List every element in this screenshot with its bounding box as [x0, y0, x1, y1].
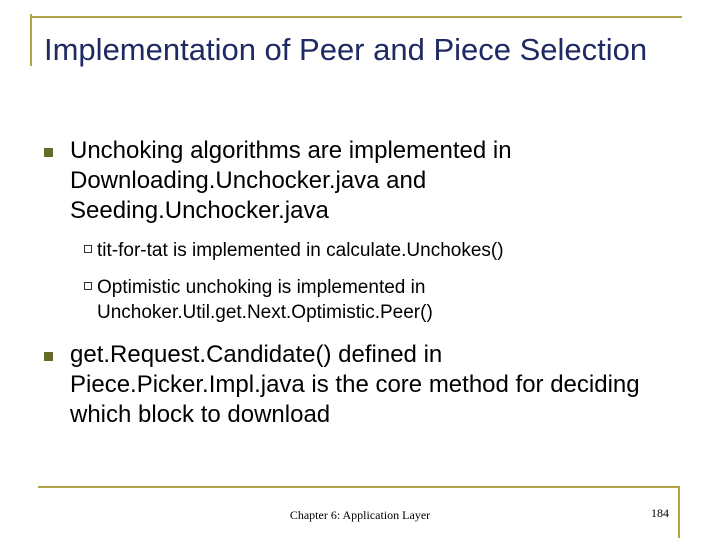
- bullet-text: Unchoking algorithms are implemented in Downloading.Unchocker.java and Seeding.Unchocker.java: [70, 137, 512, 224]
- sub-bullet-text: tit-for-tat is implemented in calculate.Unchokes(): [97, 240, 504, 261]
- square-bullet-icon: [44, 352, 53, 361]
- square-bullet-icon: [44, 148, 53, 157]
- slide-title: Implementation of Peer and Piece Selection: [44, 32, 648, 67]
- page-number: 184: [651, 506, 669, 520]
- bullet-text: get.Request.Candidate() defined in Piece.Picker.Impl.java is the core method for deciding which block to download: [70, 341, 640, 428]
- sub-bullet-text: Optimistic unchoking is implemented in Unchoker.Util.get.Next.Optimistic.Peer(): [97, 277, 433, 323]
- frame-line-bottom: [38, 486, 680, 488]
- hollow-square-bullet-icon: [84, 245, 92, 253]
- footer-chapter: Chapter 6: Application Layer: [289, 508, 431, 522]
- frame-line-top-left: [30, 14, 32, 66]
- frame-line-top: [30, 16, 682, 18]
- hollow-square-bullet-icon: [84, 282, 92, 290]
